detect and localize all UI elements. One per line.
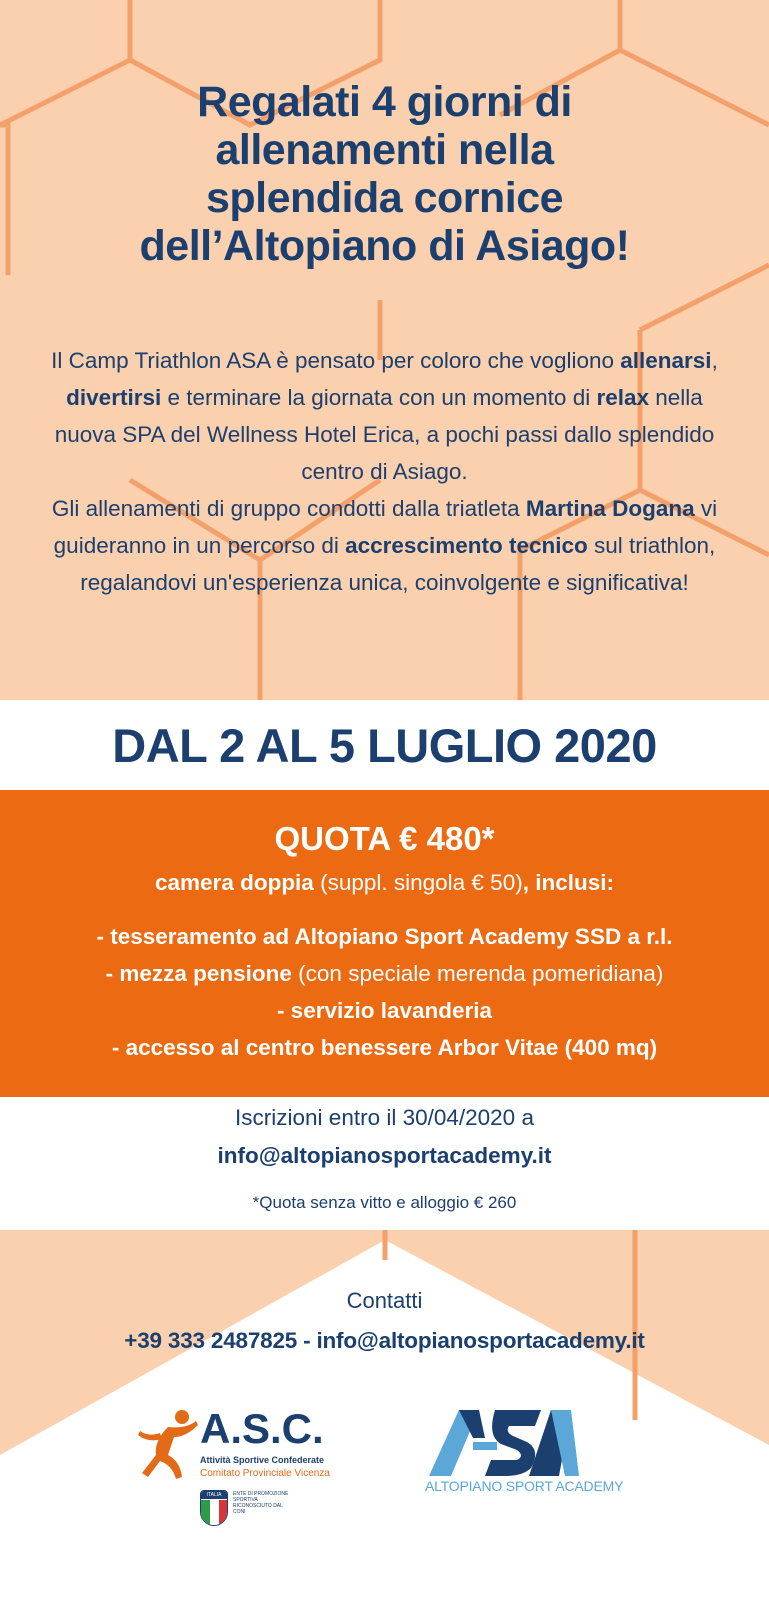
- registration-deadline: Iscrizioni entro il 30/04/2020 a: [235, 1105, 534, 1130]
- title-line: dell’Altopiano di Asiago!: [139, 222, 630, 270]
- asa-monogram-icon: [429, 1408, 579, 1478]
- page-title: [60, 78, 709, 270]
- item-label: - servizio lavanderia: [276, 998, 493, 1023]
- dates-banner: [0, 700, 769, 790]
- text-span: sul triathlon, regalandovi un'esperienza unica, coinvolgente e significativa!: [80, 533, 716, 595]
- item-label: - accesso al centro benessere Arbor Vitae (400 mq): [111, 1035, 658, 1060]
- asa-caption: ALTOPIANO SPORT ACADEMY: [425, 1478, 624, 1494]
- event-dates: DAL 2 AL 5 LUGLIO 2020: [112, 718, 657, 772]
- list-item: [0, 918, 769, 955]
- list-item: [0, 992, 769, 1029]
- contacts-section: [0, 1288, 769, 1354]
- room-type: camera doppia: [155, 870, 314, 895]
- flag-red: [219, 1500, 228, 1526]
- included-label: , inclusi:: [522, 870, 614, 895]
- coni-recognition: ENTE DI PROMOZIONE SPORTIVA RICONOSCIUTO DAL CONI: [233, 1491, 289, 1515]
- contacts-label: Contatti: [346, 1288, 423, 1313]
- keyword-relax: relax: [596, 385, 650, 410]
- item-detail: (con speciale merenda pomeridiana): [291, 961, 664, 986]
- intro-text: [40, 342, 729, 601]
- registration-section: [0, 1097, 769, 1230]
- text-span: Il Camp Triathlon ASA è pensato per coloro che vogliono: [51, 348, 621, 373]
- contacts-info-link[interactable]: +39 333 2487825 - info@altopianosportacademy.it: [124, 1328, 645, 1353]
- keyword-accrescimento: accrescimento tecnico: [345, 533, 588, 558]
- asc-committee: Comitato Provinciale Vicenza: [200, 1468, 330, 1479]
- intro-paragraph-camp: [40, 342, 729, 490]
- coni-label: ITALIA: [201, 1491, 227, 1499]
- text-span: ,: [711, 348, 718, 373]
- title-line: allenamenti nella: [215, 126, 554, 174]
- item-label: - tesseramento ad Altopiano Sport Academy SSD a r.l.: [96, 924, 673, 949]
- title-line: Regalati 4 giorni di: [197, 78, 572, 126]
- registration-email-link[interactable]: info@altopianosportacademy.it: [217, 1143, 552, 1168]
- coni-shield-icon: [200, 1490, 228, 1526]
- coach-name: Martina Dogana: [525, 496, 695, 521]
- intro-paragraph-coach: [40, 490, 729, 601]
- single-supplement: (suppl. singola € 50): [313, 870, 523, 895]
- price-footnote: *Quota senza vitto e alloggio € 260: [252, 1193, 517, 1212]
- runner-icon: [138, 1407, 202, 1489]
- title-line: splendida cornice: [205, 174, 564, 222]
- keyword-divertirsi: divertirsi: [66, 385, 162, 410]
- item-label: - mezza pensione: [105, 961, 292, 986]
- included-list: [0, 918, 769, 1066]
- text-span: nella nuova SPA del Wellness Hotel Erica, a pochi passi dallo splendido centro di Asiago.: [54, 385, 715, 484]
- asc-title: A.S.C.: [200, 1405, 324, 1452]
- intro-section: [0, 0, 769, 700]
- flag-white: [210, 1500, 219, 1526]
- asa-logo: [425, 1408, 645, 1498]
- price-section: [0, 790, 769, 1097]
- asc-logo: [138, 1405, 358, 1535]
- list-item: [0, 955, 769, 992]
- price-quota: QUOTA € 480*: [274, 820, 495, 857]
- bottom-pattern: [0, 1230, 769, 1600]
- asc-subtitle: Attività Sportive Confederate: [200, 1455, 325, 1465]
- flag-green: [201, 1500, 210, 1526]
- keyword-allenarsi: allenarsi: [620, 348, 712, 373]
- list-item: [0, 1029, 769, 1066]
- room-info: [0, 870, 769, 896]
- text-span: Gli allenamenti di gruppo condotti dalla triatleta: [51, 496, 526, 521]
- text-span: e terminare la giornata con un momento di: [161, 385, 597, 410]
- text-span: vi guideranno in un percorso di: [53, 496, 718, 558]
